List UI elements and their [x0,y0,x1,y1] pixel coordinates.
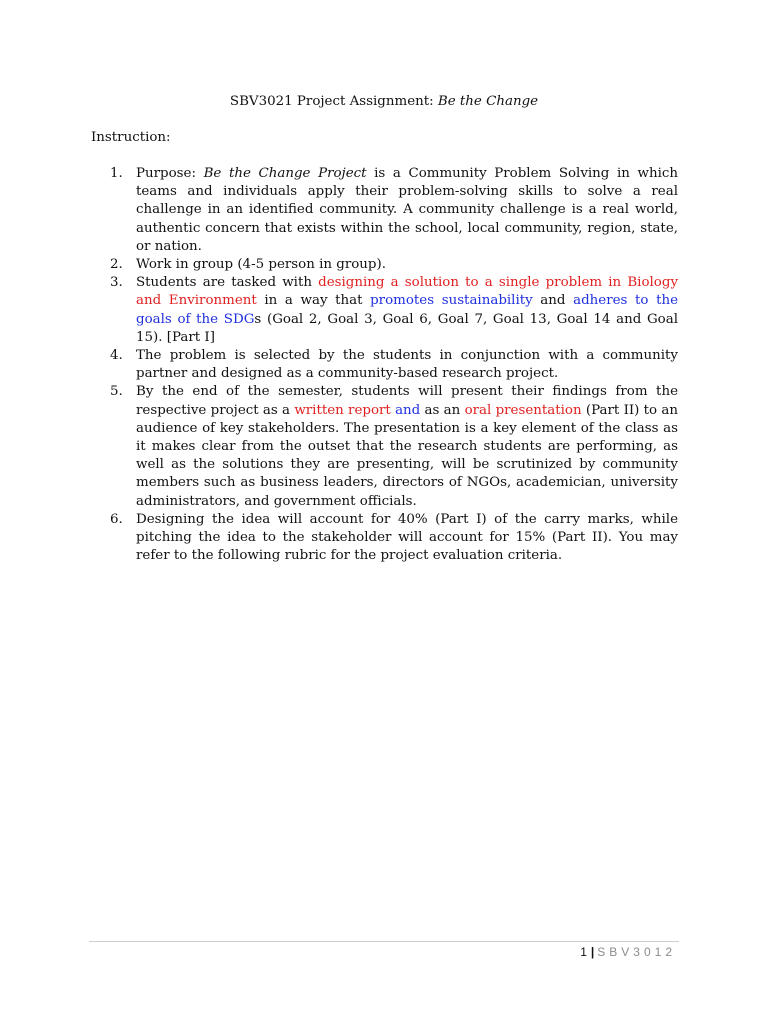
list-item-text: s (Goal 2, Goal 3, Goal 6, Goal 7, Goal 13, Goal 14 and Goal 15). [Part I] [136,311,678,345]
list-item [110,511,678,566]
title-italic-text: Be the Change [437,94,539,109]
list-item-text: as an [420,402,465,418]
footer-course-code: SBV3012 [597,945,676,959]
instruction-list [110,165,678,565]
highlight-red-text: written report [294,402,391,418]
list-item-text: (Part II) to an audience of key stakeholders. The presentation is a key element of the class as it makes clear from the outset that the research students are performing, as well as the solutions they are presenting, will be scrutinized by community members such as business leaders, directors of NGOs, academician, university administrators, and government officials. [136,402,679,509]
list-item-number: 6. [110,511,123,527]
list-item [110,274,678,347]
document-title [0,93,768,111]
list-item-number: 2. [110,257,123,273]
instruction-label: Instruction: [91,130,171,145]
highlight-blue-text: promotes sustainability [370,293,533,309]
footer-divider [89,941,679,942]
page-footer [580,944,676,960]
list-item-number: 5. [110,384,123,400]
list-item-text: By the end of the semester, students will present their findings from the respective project as a [136,384,678,418]
list-item-text: Work in group (4-5 person in group). [136,257,386,273]
page-number: 1 [580,945,587,959]
highlight-blue-text: adheres to the goals of the SDG [136,293,678,327]
list-item [110,256,678,274]
list-item-number: 1. [110,166,123,181]
footer-separator: | [590,945,595,959]
list-item-text: in a way that [256,293,371,309]
list-item-text: is a Community Problem Solving in which teams and individuals apply their problem-solving skills to solve a real challenge in an identified community. A community challenge is a real world, authentic concern that exists within the school, local community, region, state, or nation. [136,166,678,254]
project-name-italic: Be the Change Project [203,166,367,181]
list-item-text: Purpose: [136,166,204,181]
highlight-blue-text: and [390,402,421,418]
list-item [110,383,678,510]
list-item-text: Designing the idea will account for 40% (Part I) of the carry marks, while pitching the idea to the stakeholder will account for 15% (Part II). You may refer to the following rubric for the project evaluation criteria. [136,511,678,564]
list-item-text: and [532,293,574,309]
list-item [110,347,678,383]
list-item-number: 4. [110,348,123,364]
list-item-text: Students are tasked with [136,275,319,291]
highlight-red-text: designing a solution to a single problem in Biology and Environment [136,275,679,309]
highlight-red-text: oral presentation [464,402,582,418]
list-item-number: 3. [110,275,123,291]
list-item [110,165,678,256]
list-item-text: The problem is selected by the students in conjunction with a community partner and designed as a community-based research project. [136,348,678,382]
title-text: SBV3021 Project Assignment: [229,94,438,109]
